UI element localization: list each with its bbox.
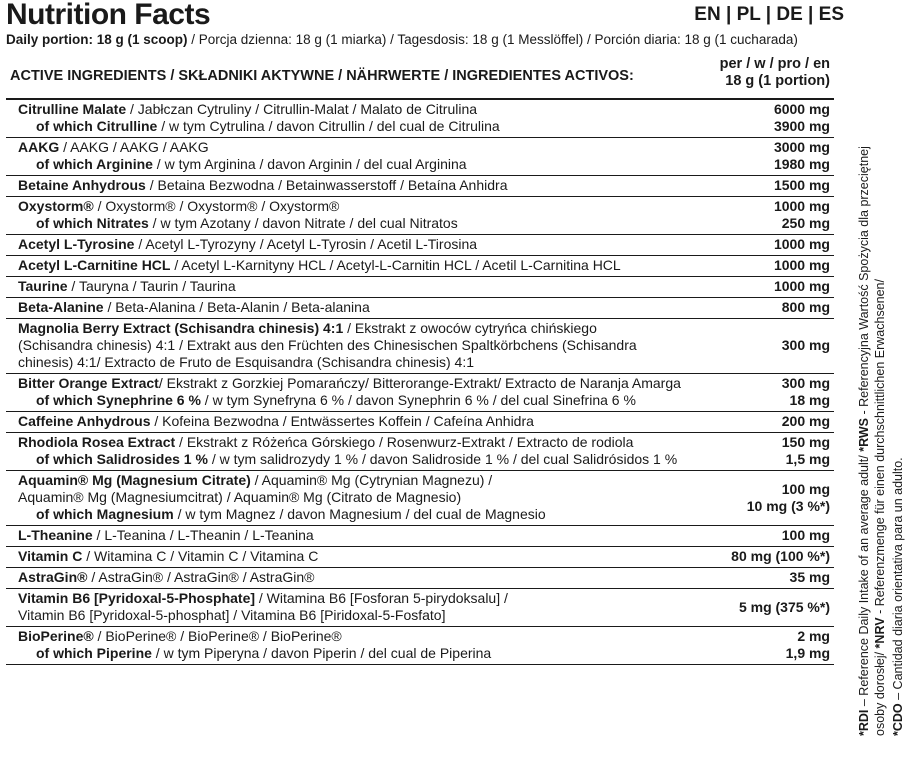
ingredient-translations: / Ekstrakt z Różeńca Górskiego / Rosenwurz-Extrakt / Extracto de rodiola xyxy=(175,434,634,450)
ingredient-translations: / Betaina Bezwodna / Betainwasserstoff / Betaína Anhidra xyxy=(145,177,508,193)
ingredient-line xyxy=(18,548,670,565)
ingredient-name-bold: of which Piperine xyxy=(36,645,152,661)
ingredient-name-bold: of which Salidrosides 1 % xyxy=(36,451,208,467)
table-row xyxy=(6,298,834,319)
table-row xyxy=(6,526,834,547)
ingredient-translations: / AstraGin® / AstraGin® / AstraGin® xyxy=(87,569,315,585)
table-row xyxy=(6,277,834,298)
ingredient-line xyxy=(18,607,670,624)
ingredient-name-bold: L-Theanine xyxy=(18,527,93,543)
amount-value: 300 mg xyxy=(781,337,830,353)
ingredient-line xyxy=(18,257,670,274)
ingredient-line xyxy=(18,215,670,232)
ingredient-line xyxy=(18,278,670,295)
ingredient-amount xyxy=(670,569,830,586)
amount-value: 1000 mg xyxy=(773,236,830,252)
ingredient-name-bold: BioPerine® xyxy=(18,628,94,644)
ingredient-name xyxy=(18,278,670,295)
ingredient-name xyxy=(18,434,677,468)
ingredient-line xyxy=(18,628,670,645)
amount-value: 1980 mg xyxy=(773,156,830,172)
table-row xyxy=(6,627,834,665)
amount-value: 2 mg xyxy=(797,628,830,644)
ingredient-name-bold: Citrulline Malate xyxy=(18,101,127,117)
ingredient-rows xyxy=(6,100,834,665)
footnote-rdi: *RDI xyxy=(857,709,871,736)
ingredient-amount xyxy=(670,599,830,616)
ingredient-translations: / Ekstrakt z Gorzkiej Pomarańczy/ Bitterorange-Extrakt/ Extracto de Naranja Amarga xyxy=(158,375,681,391)
ingredient-name-bold: Oxystorm® xyxy=(18,198,94,214)
daily-portion-translations: / Porcja dzienna: 18 g (1 miarka) / Tagesdosis: 18 g (1 Messlöffel) / Porción diaria: 18 g (1 cucharada) xyxy=(187,32,798,47)
ingredient-translations: / Beta-Alanina / Beta-Alanin / Beta-alanina xyxy=(103,299,370,315)
ingredient-line xyxy=(18,506,670,523)
table-row xyxy=(6,100,834,138)
ingredient-name xyxy=(18,101,670,135)
ingredient-name-bold: Acetyl L-Tyrosine xyxy=(18,236,135,252)
ingredient-name-bold: AAKG xyxy=(18,139,60,155)
daily-portion xyxy=(6,32,798,47)
per-line: per / w / pro / en xyxy=(719,56,830,72)
footnote-rws: *RWS xyxy=(857,417,871,452)
ingredient-line xyxy=(18,198,670,215)
ingredient-name-bold: AstraGin® xyxy=(18,569,88,585)
portion-line: 18 g (1 portion) xyxy=(725,73,830,89)
table-row xyxy=(6,197,834,235)
ingredient-line xyxy=(18,489,670,506)
ingredient-translations: / w tym salidrozydy 1 % / davon Salidroside 1 % / del cual Salidrósidos 1 % xyxy=(207,451,678,467)
amount-value: 250 mg xyxy=(781,215,830,231)
ingredient-translations: / Jabłczan Cytruliny / Citrullin-Malat / Malato de Citrulina xyxy=(126,101,478,117)
ingredient-name xyxy=(18,320,670,371)
ingredient-name-bold: of which Citrulline xyxy=(36,118,158,134)
ingredient-name xyxy=(18,257,670,274)
ingredient-amount xyxy=(670,481,830,515)
amount-value: 1,9 mg xyxy=(785,645,830,661)
amount-value: 5 mg (375 %*) xyxy=(738,598,830,615)
table-row xyxy=(6,412,834,433)
ingredient-translations: / Acetyl L-Tyrozyny / Acetyl L-Tyrosin / Acetil L-Tirosina xyxy=(134,236,478,252)
footnote-line-3 xyxy=(891,457,905,736)
ingredient-line xyxy=(18,156,670,173)
ingredient-line xyxy=(18,139,670,156)
table-row xyxy=(6,433,834,471)
footnote-line-2 xyxy=(873,279,887,736)
ingredient-translations: Aquamin® Mg (Magnesiumcitrat) / Aquamin® Mg (Citrato de Magnesio) xyxy=(18,489,462,505)
ingredient-line xyxy=(18,413,670,430)
amount-value: 1,5 mg xyxy=(785,451,830,467)
table-row xyxy=(6,176,834,197)
ingredient-name-bold: of which Arginine xyxy=(36,156,153,172)
ingredient-translations: / Tauryna / Taurin / Taurina xyxy=(67,278,236,294)
ingredient-amount xyxy=(670,527,830,544)
ingredient-translations: chinesis) 4:1/ Extracto de Fruto de Esquisandra (Schisandra chinesis) 4:1 xyxy=(18,354,475,370)
ingredient-name xyxy=(18,198,670,232)
amount-value: 100 mg xyxy=(781,527,830,543)
amount-value: 800 mg xyxy=(781,299,830,315)
ingredient-translations: Vitamin B6 [Pyridoxal-5-phosphat] / Vitamina B6 [Piridoxal-5-Fosfato] xyxy=(18,607,446,623)
ingredient-translations: / Ekstrakt z owoców cytryńca chińskiego xyxy=(343,320,597,336)
ingredient-translations: / w tym Piperyna / davon Piperin / del cual de Piperina xyxy=(151,645,492,661)
ingredient-name xyxy=(18,590,670,624)
ingredient-line xyxy=(18,337,670,354)
ingredient-line xyxy=(18,645,670,662)
ingredient-translations: / w tym Cytrulina / davon Citrullin / del cual de Citrulina xyxy=(157,118,500,134)
footnote-nrv: *NRV xyxy=(873,617,887,649)
daily-portion-label: Daily portion: 18 g (1 scoop) xyxy=(6,32,188,47)
footnote-line-1 xyxy=(857,146,871,736)
ingredient-name-bold: of which Nitrates xyxy=(36,215,149,231)
amount-value: 150 mg xyxy=(781,434,830,450)
table-row xyxy=(6,547,834,568)
ingredients-heading: ACTIVE INGREDIENTS / SKŁADNIKI AKTYWNE / NÄHRWERTE / INGREDIENTES ACTIVOS: xyxy=(10,68,634,84)
ingredient-line xyxy=(18,354,670,371)
ingredient-line xyxy=(18,434,677,451)
table-row xyxy=(6,589,834,627)
ingredient-translations: / Witamina C / Vitamin C / Vitamina C xyxy=(82,548,319,564)
ingredient-name-bold: Beta-Alanine xyxy=(18,299,104,315)
amount-value: 300 mg xyxy=(781,375,830,391)
ingredient-translations: (Schisandra chinesis) 4:1 / Extrakt aus den Früchten des Chinesischen Spaltkörbchens (Schisandra xyxy=(18,337,637,353)
ingredient-name-bold: Caffeine Anhydrous xyxy=(18,413,151,429)
ingredient-name-bold: of which Synephrine 6 % xyxy=(36,392,201,408)
ingredient-name xyxy=(18,628,670,662)
ingredient-amount xyxy=(670,278,830,295)
table-row xyxy=(6,319,834,374)
amount-value: 1500 mg xyxy=(773,177,830,193)
ingredient-name xyxy=(18,139,670,173)
amount-value: 1000 mg xyxy=(773,278,830,294)
ingredient-amount xyxy=(681,375,830,409)
ingredient-name-bold: Acetyl L-Carnitine HCL xyxy=(18,257,171,273)
ingredient-name xyxy=(18,177,670,194)
ingredient-line xyxy=(18,392,681,409)
ingredient-translations: / w tym Azotany / davon Nitrate / del cual Nitratos xyxy=(148,215,458,231)
amount-value: 10 mg (3 %*) xyxy=(746,497,830,514)
ingredient-name-bold: Aquamin® Mg (Magnesium Citrate) xyxy=(18,472,251,488)
ingredient-name-bold: Bitter Orange Extract xyxy=(18,375,159,391)
ingredient-translations: / Acetyl L-Karnityny HCL / Acetyl-L-Carnitin HCL / Acetil L-Carnitina HCL xyxy=(170,257,621,273)
ingredient-name xyxy=(18,472,670,523)
amount-value: 6000 mg xyxy=(773,101,830,117)
language-list: EN | PL | DE | ES xyxy=(694,4,844,25)
ingredient-name-bold: Taurine xyxy=(18,278,68,294)
ingredient-line xyxy=(18,236,670,253)
ingredient-amount xyxy=(670,548,830,565)
ingredient-translations: / w tym Magnez / davon Magnesium / del cual de Magnesio xyxy=(173,506,546,522)
ingredient-line xyxy=(18,118,670,135)
ingredient-name xyxy=(18,548,670,565)
ingredient-amount xyxy=(670,177,830,194)
table-row xyxy=(6,235,834,256)
ingredient-amount xyxy=(670,413,830,430)
ingredient-name xyxy=(18,375,681,409)
ingredient-translations: / AAKG / AAKG / AAKG xyxy=(59,139,209,155)
ingredient-amount xyxy=(677,434,830,468)
ingredient-name xyxy=(18,527,670,544)
ingredient-line xyxy=(18,472,670,489)
ingredient-translations: / BioPerine® / BioPerine® / BioPerine® xyxy=(93,628,342,644)
amount-value: 1000 mg xyxy=(773,257,830,273)
amount-value: 35 mg xyxy=(789,569,830,585)
ingredient-name xyxy=(18,236,670,253)
footnote-cdo-text: – Cantidad diaria orientativa para un adulto. xyxy=(891,457,905,704)
amount-value: 80 mg (100 %*) xyxy=(731,548,830,564)
per-portion-heading xyxy=(720,56,830,90)
footnote-rws-text: - Referencyjna Wartość Spożycia dla przeciętnej xyxy=(857,146,871,418)
amount-value: 3900 mg xyxy=(773,118,830,134)
ingredient-line xyxy=(18,375,681,392)
ingredient-name-bold: Vitamin B6 [Pyridoxal-5-Phosphate] xyxy=(18,590,256,606)
footnote-rdi-text: – Reference Daily Intake of an average adult/ xyxy=(857,451,871,710)
ingredient-name-bold: of which Magnesium xyxy=(36,506,174,522)
ingredient-line xyxy=(18,101,670,118)
ingredient-amount xyxy=(670,236,830,253)
ingredient-name-bold: Betaine Anhydrous xyxy=(18,177,146,193)
ingredient-amount xyxy=(670,337,830,354)
table-row xyxy=(6,374,834,412)
ingredient-amount xyxy=(670,299,830,316)
ingredient-translations: / Aquamin® Mg (Cytrynian Magnezu) / xyxy=(250,472,493,488)
ingredient-translations: / w tym Synefryna 6 % / davon Synephrin 6 % / del cual Sinefrina 6 % xyxy=(200,392,636,408)
ingredient-amount xyxy=(670,101,830,135)
table-header xyxy=(6,56,834,100)
ingredient-line xyxy=(18,177,670,194)
nutrition-table xyxy=(6,56,834,665)
ingredient-line xyxy=(18,569,670,586)
table-row xyxy=(6,256,834,277)
ingredient-amount xyxy=(670,628,830,662)
amount-value: 100 mg xyxy=(781,480,830,497)
ingredient-line xyxy=(18,590,670,607)
ingredient-name-bold: Vitamin C xyxy=(18,548,83,564)
ingredient-line xyxy=(18,527,670,544)
ingredient-line xyxy=(18,320,670,337)
ingredient-amount xyxy=(670,139,830,173)
page-title: Nutrition Facts xyxy=(6,0,211,31)
footnote-cdo: *CDO xyxy=(891,703,905,736)
table-row xyxy=(6,568,834,589)
amount-value: 1000 mg xyxy=(773,198,830,214)
footnote-rws-text-cont: osoby dorosłej/ xyxy=(873,648,887,736)
ingredient-name-bold: Rhodiola Rosea Extract xyxy=(18,434,176,450)
footnote-nrv-text: - Referenzmenge für einen durchschnittlichen Erwachsenen/ xyxy=(873,279,887,618)
table-row xyxy=(6,471,834,526)
ingredient-name xyxy=(18,299,670,316)
ingredient-translations: / w tym Arginina / davon Arginin / del cual Arginina xyxy=(152,156,467,172)
table-row xyxy=(6,138,834,176)
ingredient-line xyxy=(18,451,677,468)
ingredient-translations: / Kofeina Bezwodna / Entwässertes Koffein / Cafeína Anhidra xyxy=(150,413,534,429)
ingredient-amount xyxy=(670,257,830,274)
ingredient-translations: / Witamina B6 [Fosforan 5-pirydoksalu] / xyxy=(255,590,508,606)
ingredient-translations: / Oxystorm® / Oxystorm® / Oxystorm® xyxy=(93,198,340,214)
ingredient-amount xyxy=(670,198,830,232)
amount-value: 3000 mg xyxy=(773,139,830,155)
ingredient-name-bold: Magnolia Berry Extract (Schisandra chinesis) 4:1 xyxy=(18,320,344,336)
ingredient-name xyxy=(18,413,670,430)
ingredient-line xyxy=(18,299,670,316)
amount-value: 200 mg xyxy=(781,413,830,429)
ingredient-name xyxy=(18,569,670,586)
amount-value: 18 mg xyxy=(789,392,830,408)
ingredient-translations: / L-Teanina / L-Theanin / L-Teanina xyxy=(92,527,314,543)
